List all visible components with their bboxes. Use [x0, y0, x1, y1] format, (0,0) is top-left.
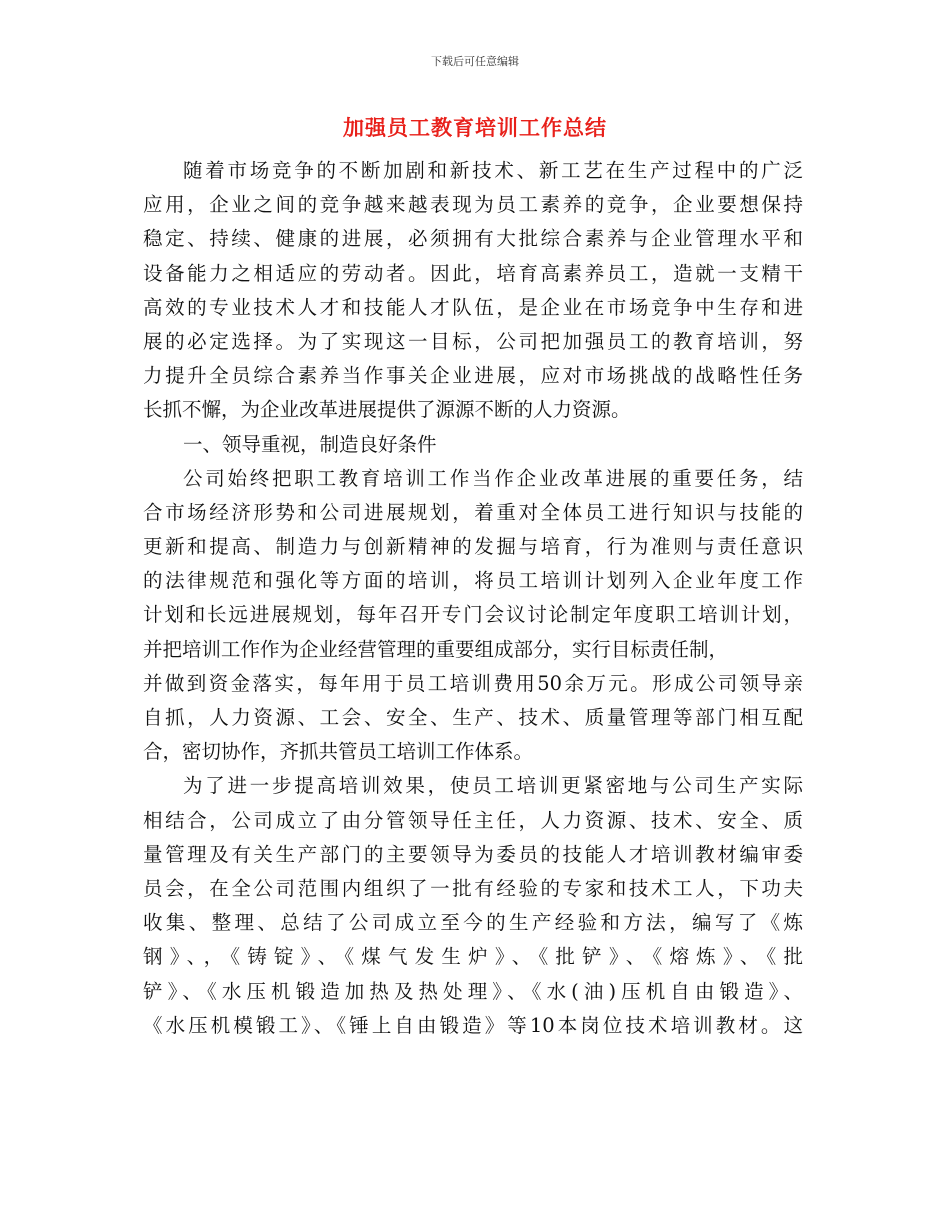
body-line: 合市场经济形势和公司进展规划，着重对全体员工进行知识与技能的 [143, 500, 803, 524]
body-line: 并把培训工作作为企业经营管理的重要组成部分，实行目标责任制， [143, 637, 729, 661]
document-title: 加强员工教育培训工作总结 [343, 116, 607, 140]
body-line: 收集、整理、总结了公司成立至今的生产经验和方法，编写了《炼 [143, 911, 803, 935]
body-line: 员会，在全公司范围内组织了一批有经验的专家和技术工人，下功夫 [143, 876, 803, 900]
body-line: 为了进一步提高培训效果，使员工培训更紧密地与公司生产实际 [183, 774, 803, 798]
body-line: 应用，企业之间的竞争越来越表现为员工素养的竞争，企业要想保持 [143, 193, 803, 217]
body-line: 并做到资金落实，每年用于员工培训费用50余万元。形成公司领导亲 [143, 671, 803, 695]
body-line: 合，密切协作，齐抓共管员工培训工作体系。 [143, 740, 534, 764]
section-heading: 一、领导重视，制造良好条件 [183, 432, 437, 456]
body-line: 相结合，公司成立了由分管领导任主任，人力资源、技术、安全、质 [143, 808, 803, 832]
body-line: 更新和提高、制造力与创新精神的发掘与培育，行为准则与责任意识 [143, 535, 803, 559]
body-line: 钢》、，《铸锭》、《煤气发生炉》、《批铲》、《熔炼》、《批 [143, 945, 803, 969]
body-line: 铲》、《水压机锻造加热及热处理》、《水(油)压机自由锻造》、 [143, 979, 803, 1003]
document-body [143, 154, 803, 1043]
body-line: 量管理及有关生产部门的主要领导为委员的技能人才培训教材编审委 [143, 842, 803, 866]
body-line: 高效的专业技术人才和技能人才队伍，是企业在市场竞争中生存和进 [143, 295, 803, 319]
body-line: 公司始终把职工教育培训工作当作企业改革进展的重要任务，结 [183, 466, 803, 490]
body-line: 设备能力之相适应的劳动者。因此，培育高素养员工，造就一支精干 [143, 261, 803, 285]
body-line: 的法律规范和强化等方面的培训，将员工培训计划列入企业年度工作 [143, 569, 803, 593]
body-line: 计划和长远进展规划，每年召开专门会议讨论制定年度职工培训计划， [143, 603, 803, 627]
body-line: 展的必定选择。为了实现这一目标，公司把加强员工的教育培训，努 [143, 329, 803, 353]
body-line: 自抓，人力资源、工会、安全、生产、技术、质量管理等部门相互配 [143, 706, 803, 729]
body-line: 长抓不懈，为企业改革进展提供了源源不断的人力资源。 [143, 398, 631, 422]
body-line: 力提升全员综合素养当作事关企业进展，应对市场挑战的战略性任务 [143, 364, 803, 388]
body-line: 随着市场竞争的不断加剧和新技术、新工艺在生产过程中的广泛 [183, 159, 803, 182]
body-line: 《水压机模锻工》、《锤上自由锻造》等10本岗位技术培训教材。这 [143, 1013, 803, 1037]
body-line: 稳定、持续、健康的进展，必须拥有大批综合素养与企业管理水平和 [143, 227, 803, 251]
page-header: 下载后可任意编辑 [431, 55, 519, 68]
